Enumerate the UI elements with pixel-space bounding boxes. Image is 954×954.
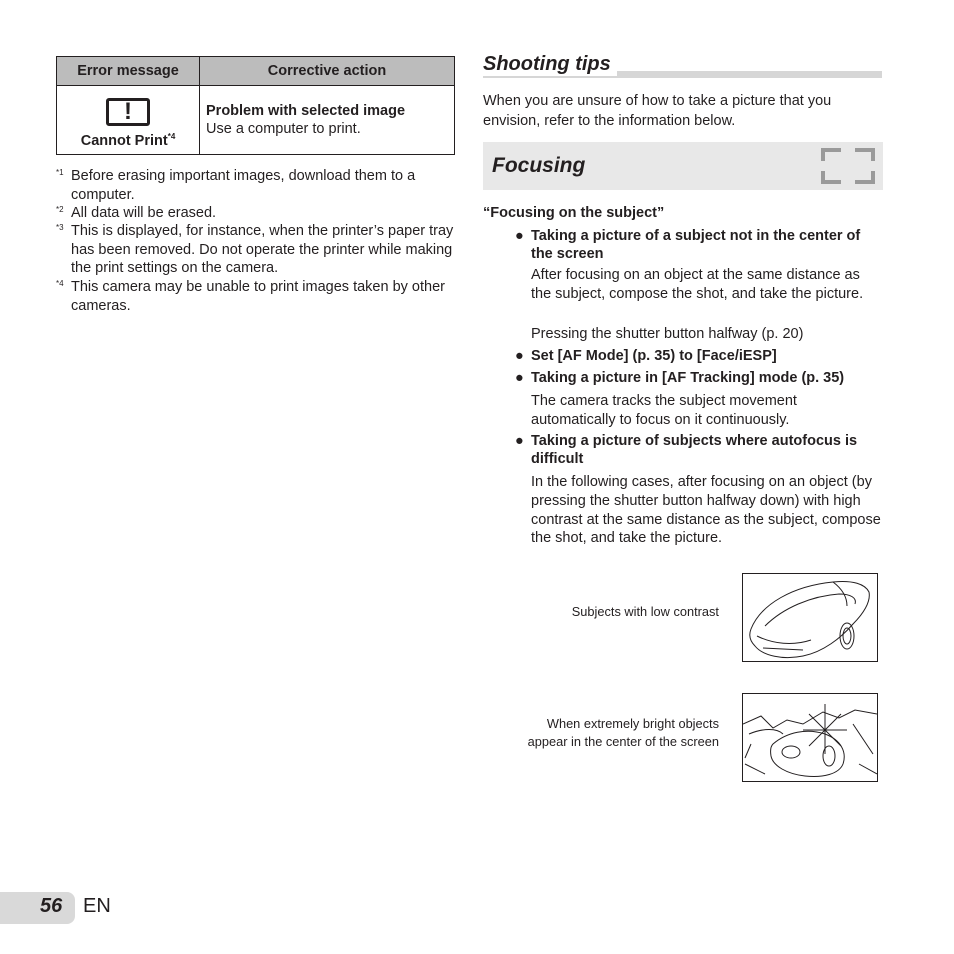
bullet-item	[515, 432, 876, 468]
page-tab	[0, 892, 75, 924]
intro-text: When you are unsure of how to take a picture that you envision, refer to the information below.	[483, 93, 832, 129]
error-message: Cannot Print	[80, 132, 168, 149]
bullet-icon: ●	[515, 228, 524, 244]
exclamation-icon: !	[106, 98, 150, 126]
bullet-title: Taking a picture of subjects where autofocus is difficult	[531, 433, 858, 467]
focusing-title: Focusing	[492, 154, 586, 177]
car-line-drawing	[742, 573, 878, 662]
footnote-text: This is displayed, for instance, when the printer’s paper tray has been removed. Do not operate the printer while making the print settings on the camera.	[71, 223, 454, 276]
bullet-title: Taking a picture in [AF Tracking] mode (p. 35)	[531, 370, 845, 386]
af-frame-icon	[821, 148, 875, 184]
footnote-mark: *1	[56, 168, 64, 177]
caption-line: appear in the center of the screen	[527, 733, 719, 749]
footnote-mark: *3	[56, 223, 64, 232]
footnote	[56, 222, 456, 278]
subheading: “Focusing on the subject”	[483, 205, 665, 221]
page-number: 56	[40, 895, 63, 917]
focusing-header	[483, 142, 883, 190]
body-text: The camera tracks the subject movement automatically to focus on it continuously.	[531, 393, 797, 428]
example-caption: Subjects with low contrast	[571, 604, 719, 619]
footnote	[56, 167, 456, 204]
error-cell	[57, 86, 200, 155]
bullet-item	[515, 369, 876, 387]
action-text: Use a computer to print.	[206, 121, 361, 137]
bullet-icon: ●	[515, 433, 524, 449]
header-corrective-action: Corrective action	[200, 57, 455, 86]
footnote-mark: *2	[56, 205, 64, 214]
bullet-title: Taking a picture of a subject not in the center of the screen	[531, 228, 861, 262]
body-text: In the following cases, after focusing on an object (by pressing the shutter button halfway down) with high contrast at the same distance as the subject, compose the shot, and take the picture.	[531, 474, 881, 547]
action-title: Problem with selected image	[206, 103, 406, 119]
table-row	[57, 86, 455, 155]
footnote-mark: *4	[56, 279, 64, 288]
footnote	[56, 278, 456, 315]
error-table	[56, 56, 455, 155]
section-title: Shooting tips	[483, 53, 617, 76]
action-cell	[200, 86, 455, 155]
bullet-title: Set [AF Mode] (p. 35) to [Face/iESP]	[531, 348, 777, 364]
footnote-text: Before erasing important images, download them to a computer.	[71, 168, 416, 203]
caption-line: When extremely bright objects	[546, 716, 719, 731]
body-text: After focusing on an object at the same distance as the subject, compose the shot, and take the picture.	[531, 267, 864, 302]
body-text: Pressing the shutter button halfway (p. 20)	[531, 326, 804, 342]
bullet-icon: ●	[515, 348, 524, 364]
error-footnote-mark: *4	[167, 131, 176, 141]
header-error-message: Error message	[57, 57, 200, 86]
footnote-text: All data will be erased.	[71, 205, 217, 221]
example-caption	[528, 715, 719, 750]
car-with-bright-light-drawing	[742, 693, 878, 782]
footnote	[56, 204, 456, 223]
bullet-icon: ●	[515, 370, 524, 386]
bullet-item	[515, 227, 876, 263]
bullet-item	[515, 347, 876, 365]
language-label: EN	[83, 895, 111, 917]
footnote-text: This camera may be unable to print images taken by other cameras.	[71, 279, 445, 314]
